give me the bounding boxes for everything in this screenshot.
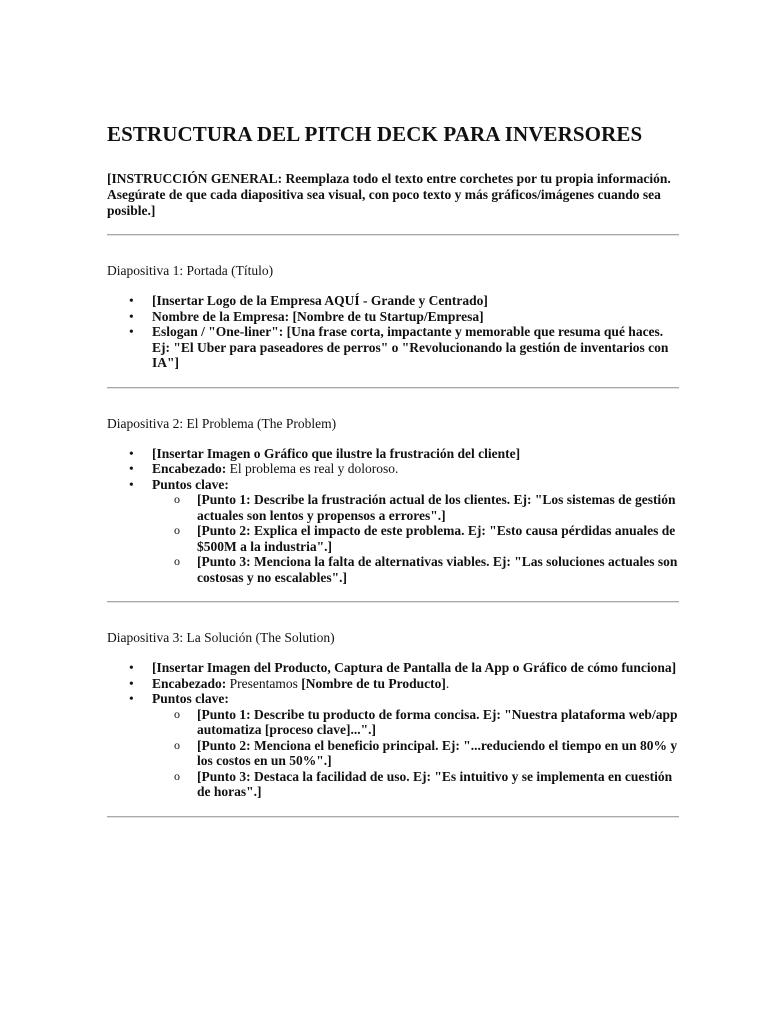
- section-divider: [107, 387, 679, 389]
- key-point: o [Punto 1: Describe la frustración actual de los clientes. Ej: "Los sistemas de gestión actuales son lentos y propensos a errores".]: [197, 492, 679, 523]
- slide-2-list: [107, 446, 679, 586]
- list-item: • [Insertar Imagen del Producto, Captura de Pantalla de la App o Gráfico de cómo funciona]: [152, 660, 679, 676]
- slide-3-section: [107, 630, 679, 800]
- heading-label: Encabezado:: [152, 461, 227, 476]
- slide-2-section: [107, 416, 679, 586]
- heading-value-post: .: [445, 675, 450, 691]
- key-points-list: [152, 492, 679, 585]
- document-content: [107, 122, 679, 818]
- slide-3-title: Diapositiva 3: La Solución (The Solution): [107, 630, 335, 645]
- section-divider: [107, 234, 679, 236]
- list-item: [152, 461, 679, 477]
- list-item: [152, 477, 679, 586]
- points-label: Puntos clave:: [152, 691, 229, 706]
- heading-value-bold: [Nombre de tu Producto]: [301, 675, 446, 691]
- heading-value: El problema es real y doloroso.: [226, 461, 399, 476]
- list-item: • [Insertar Logo de la Empresa AQUÍ - Grande y Centrado]: [152, 293, 679, 309]
- slide-2-title: Diapositiva 2: El Problema (The Problem): [107, 415, 337, 431]
- list-item: [152, 676, 679, 692]
- slide-1-section: [107, 263, 679, 371]
- section-divider: [107, 816, 679, 818]
- section-divider: [107, 601, 679, 603]
- slide-1-list: [107, 293, 679, 371]
- heading-label: Encabezado:: [152, 675, 227, 691]
- points-label: Puntos clave:: [152, 476, 229, 492]
- key-point: o [Punto 3: Destaca la facilidad de uso. Ej: "Es intuitivo y se implementa en cuestión de horas".]: [197, 769, 679, 800]
- key-point: o [Punto 3: Menciona la falta de alternativas viables. Ej: "Las soluciones actuales son costosas y no escalables".]: [197, 554, 679, 585]
- general-instruction: [INSTRUCCIÓN GENERAL: Reemplaza todo el texto entre corchetes por tu propia información. Asegúrate de que cada diapositiva sea visual, con poco texto y más gráficos/imágenes cuando sea posible.]: [107, 171, 671, 218]
- key-points-list: [152, 707, 679, 800]
- list-item: • Eslogan / "One-liner": [Una frase corta, impactante y memorable que resuma qué haces. Ej: "El Uber para paseadores de perros" o "Revolucionando la gestión de inventarios con IA"]: [152, 324, 679, 371]
- list-item: [152, 691, 679, 800]
- slide-1-title: Diapositiva 1: Portada (Título): [107, 263, 274, 278]
- key-point: o [Punto 2: Menciona el beneficio principal. Ej: "...reduciendo el tiempo en un 80% y los costos en un 50%".]: [197, 738, 679, 769]
- heading-value-pre: Presentamos: [226, 675, 302, 691]
- document-title: ESTRUCTURA DEL PITCH DECK PARA INVERSORES: [107, 122, 643, 146]
- key-point: o [Punto 2: Explica el impacto de este problema. Ej: "Esto causa pérdidas anuales de $500M a la industria".]: [197, 523, 679, 554]
- slide-3-list: [107, 660, 679, 800]
- list-item: • Nombre de la Empresa: [Nombre de tu Startup/Empresa]: [152, 309, 679, 325]
- key-point: o [Punto 1: Describe tu producto de forma concisa. Ej: "Nuestra plataforma web/app automatiza [proceso clave]...".]: [197, 707, 679, 738]
- list-item: • [Insertar Imagen o Gráfico que ilustre la frustración del cliente]: [152, 446, 679, 462]
